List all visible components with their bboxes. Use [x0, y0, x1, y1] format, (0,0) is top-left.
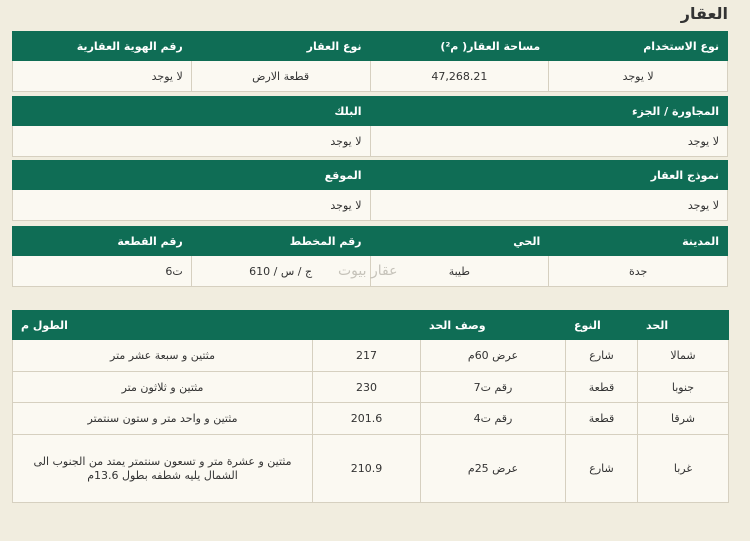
value-property-id: لا يوجد	[13, 61, 192, 92]
length-value: 201.6	[313, 403, 421, 435]
table-row	[13, 435, 729, 503]
value-property-type: قطعة الارض	[191, 61, 370, 92]
location-table	[12, 160, 728, 221]
boundary-description: عرض 60م	[421, 340, 566, 372]
header-plot-number: رقم القطعة	[13, 227, 192, 256]
boundary-description: رقم ت4	[421, 403, 566, 435]
boundary-type: قطعة	[566, 372, 638, 403]
header-neighborhood-part: المجاورة / الجزء	[370, 97, 728, 126]
header-location: الموقع	[13, 161, 371, 190]
header-boundary-description: وصف الحد	[421, 311, 566, 340]
value-plot-number: ت6	[13, 256, 192, 287]
table-row	[13, 372, 729, 403]
value-city: جدة	[549, 256, 728, 287]
length-value: 210.9	[313, 435, 421, 503]
header-type: النوع	[566, 311, 638, 340]
value-plan-number: 610 / ج / س	[191, 256, 370, 287]
boundary-side: شرقا	[638, 403, 729, 435]
length-text: مثتين و واحد متر و ستون سنتمتر	[13, 403, 313, 435]
boundary-side: غربا	[638, 435, 729, 503]
header-property-id: رقم الهوية العقارية	[13, 32, 192, 61]
boundaries-table	[12, 310, 729, 503]
boundary-description: رقم ت7	[421, 372, 566, 403]
length-value: 217	[313, 340, 421, 372]
length-text: مثتين و سبعة عشر متر	[13, 340, 313, 372]
boundary-side: جنوبا	[638, 372, 729, 403]
header-property-model: نموذج العقار	[370, 161, 728, 190]
value-usage-type: لا يوجد	[549, 61, 728, 92]
boundary-type: شارع	[566, 340, 638, 372]
length-text: مثتين و عشرة متر و تسعون سنتمتر يمتد من الجنوب الى الشمال يليه شطفه بطول 13.6م	[13, 435, 313, 503]
length-value: 230	[313, 372, 421, 403]
header-side: الحد	[638, 311, 729, 340]
length-text: مثتين و ثلاثون متر	[13, 372, 313, 403]
header-district: الحي	[370, 227, 549, 256]
boundary-type: قطعة	[566, 403, 638, 435]
page-title: العقار	[680, 4, 728, 23]
value-block: لا يوجد	[13, 126, 371, 157]
value-property-model: لا يوجد	[370, 190, 728, 221]
header-city: المدينة	[549, 227, 728, 256]
value-neighborhood-part: لا يوجد	[370, 126, 728, 157]
table-row	[13, 340, 729, 372]
block-table	[12, 96, 728, 157]
property-info-table	[12, 31, 728, 92]
boundary-type: شارع	[566, 435, 638, 503]
value-district: طيبة	[370, 256, 549, 287]
header-length: الطول م	[13, 311, 313, 340]
header-property-area: مساحة العقار( م²)	[370, 32, 549, 61]
table-row	[13, 403, 729, 435]
header-plan-number: رقم المخطط	[191, 227, 370, 256]
value-property-area: 47,268.21	[370, 61, 549, 92]
header-property-type: نوع العقار	[191, 32, 370, 61]
value-location: لا يوجد	[13, 190, 371, 221]
header-block: البلك	[13, 97, 371, 126]
header-usage-type: نوع الاستخدام	[549, 32, 728, 61]
boundary-side: شمالا	[638, 340, 729, 372]
watermark: عقار بيوت	[338, 263, 398, 279]
boundary-description: عرض 25م	[421, 435, 566, 503]
